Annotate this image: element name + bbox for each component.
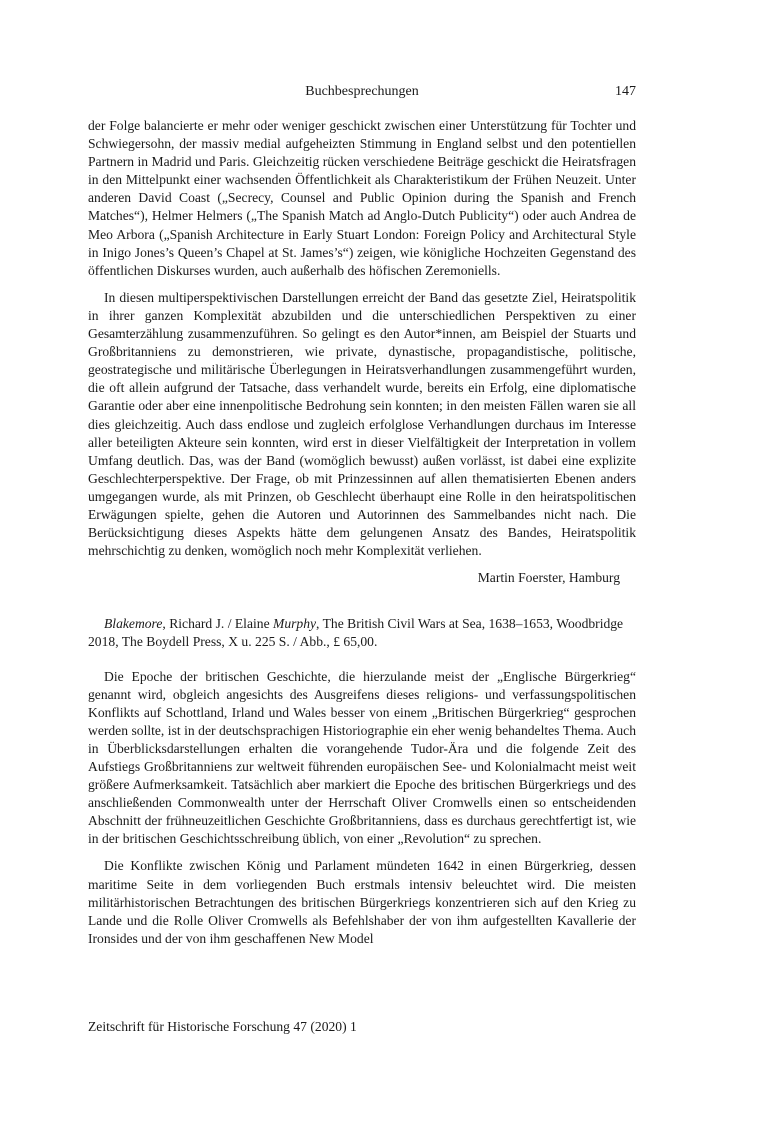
reviewer-signature: Martin Foerster, Hamburg: [477, 570, 620, 586]
citation-details: , The British Civil Wars at Sea, 1638–1653, Woodbridge 2018, The Boydell Press, X u. 225 S. / Abb., £ 65,00.: [88, 616, 624, 650]
author-surname: Murphy: [273, 616, 317, 632]
journal-footer: Zeitschrift für Historische Forschung 47 (2020) 1: [88, 1019, 357, 1034]
review-citation: [88, 615, 636, 651]
page-number: 147: [615, 84, 636, 99]
header-title: Buchbesprechungen: [305, 84, 419, 99]
paragraph: In diesen multiperspektivischen Darstellungen erreicht der Band das gesetzte Ziel, Heiratspolitik in ihrer ganzen Komplexität abzubilden und die unterschiedlichen Perspektiven zu einer Gesamterzählung zusammenzuführen. So gelingt es den Autor*innen, am Beispiel der Stuarts und Großbritanniens zu demonstrieren, wie private, dynastische, propagandistische, politische, geostrategische und militärische Überlegungen in Heiratsverhandlungen zusammengeführt wurden, die oft allein aufgrund der Tatsache, dass verhandelt wurde, bereits ein Erfolg, eine diplomatische Garantie oder aber eine innenpolitische Bedrohung sein konnten; in den meisten Fällen waren sie all dies gleichzeitig. Auch dass endlose und zugleich erfolglose Verhandlungen durchaus im Interesse aller beteiligten Akteure sein konnten, wird erst in dieser Vielfältigkeit der Interpretation in vollem Umfang deutlich. Das, was der Band (womöglich bewusst) außen vorlässt, ist dabei eine explizite Geschlechterperspektive. Der Frage, ob mit Prinzessinnen auf allen thematisierten Ebenen anders umgegangen wurde, als mit Prinzen, ob Geschlecht überhaupt eine Rolle in den heiratspolitischen Erwägungen spielte, gehen die Autoren und Autorinnen des Sammelbandes nicht nach. Die Berücksichtigung dieses Aspekts hätte dem gelungenen Ansatz des Bandes, Heiratspolitik mehrschichtig zu denken, womöglich noch mehr Komplexität verliehen.: [88, 289, 636, 559]
page-body: [88, 117, 636, 948]
paragraph: Die Konflikte zwischen König und Parlament mündeten 1642 in einen Bürgerkrieg, dessen maritime Seite in dem vorliegenden Buch erstmals intensiv beleuchtet wird. Die meisten militärhistorischen Betrachtungen des britischen Bürgerkriegs konzentrieren sich auf den Krieg zu Lande und die Rolle Oliver Cromwells als Befehlshaber der von ihm aufgestellten Kavallerie der Ironsides und der von ihm geschaffenen New Model: [88, 858, 636, 946]
paragraph-continuation: der Folge balancierte er mehr oder weniger geschickt zwischen einer Unterstützung für Tochter und Schwiegersohn, der massiv medial aufgeheizten Stimmung in England selbst und den potentiellen Partnern in Madrid und Paris. Gleichzeitig rücken verschiedene Beiträge geschickt die Heiratsfragen in den Mittelpunkt einer wachsenden Öffentlichkeit als Charakteristikum der Frühen Neuzeit. Unter anderen David Coast („Secrecy, Counsel and Public Opinion during the Spanish and French Matches“), Helmer Helmers („The Spanish Match ad Anglo-Dutch Publicity“) oder auch Andrea de Meo Arbora („Spanish Architecture in Early Stuart London: Foreign Policy and Architectural Style in Inigo Jones’s Queen’s Chapel at St. James’s“) zeigen, wie königliche Hochzeiten Gegenstand des öffentlichen Diskurses wurden, auch außerhalb des höfischen Zeremoniells.: [88, 118, 636, 278]
running-header: [88, 84, 636, 104]
paragraph: Die Epoche der britischen Geschichte, die hierzulande meist der „Englische Bürgerkrieg“ genannt wird, obgleich angesichts des Ausgreifens dieses religions- und verfassungspolitischen Konflikts auf Schottland, Irland und Wales besser von einem „Britischen Bürgerkrieg“ gesprochen werden sollte, ist in der deutschsprachigen Historiographie ein eher wenig behandeltes Thema. Auch in Überblicksdarstellungen erhalten die vorangehende Tudor-Ära und die folgende Zeit des Aufstiegs Großbritanniens zur weltweit führenden europäischen See- und Kolonialmacht meist weit größere Aufmerksamkeit. Tatsächlich aber markiert die Epoche des britischen Bürgerkriegs und des anschließenden Commonwealth unter der Herrschaft Oliver Cromwells einen so entscheidenden Abschnitt der frühneuzeitlichen Geschichte Großbritanniens, dass es durchaus gerechtfertigt ist, wie in der britischen Geschichtsschreibung üblich, von einer „Revolution“ zu sprechen.: [88, 668, 636, 847]
author-surname: Blakemore: [104, 616, 163, 632]
citation-text: , Richard J. / Elaine: [162, 616, 273, 632]
